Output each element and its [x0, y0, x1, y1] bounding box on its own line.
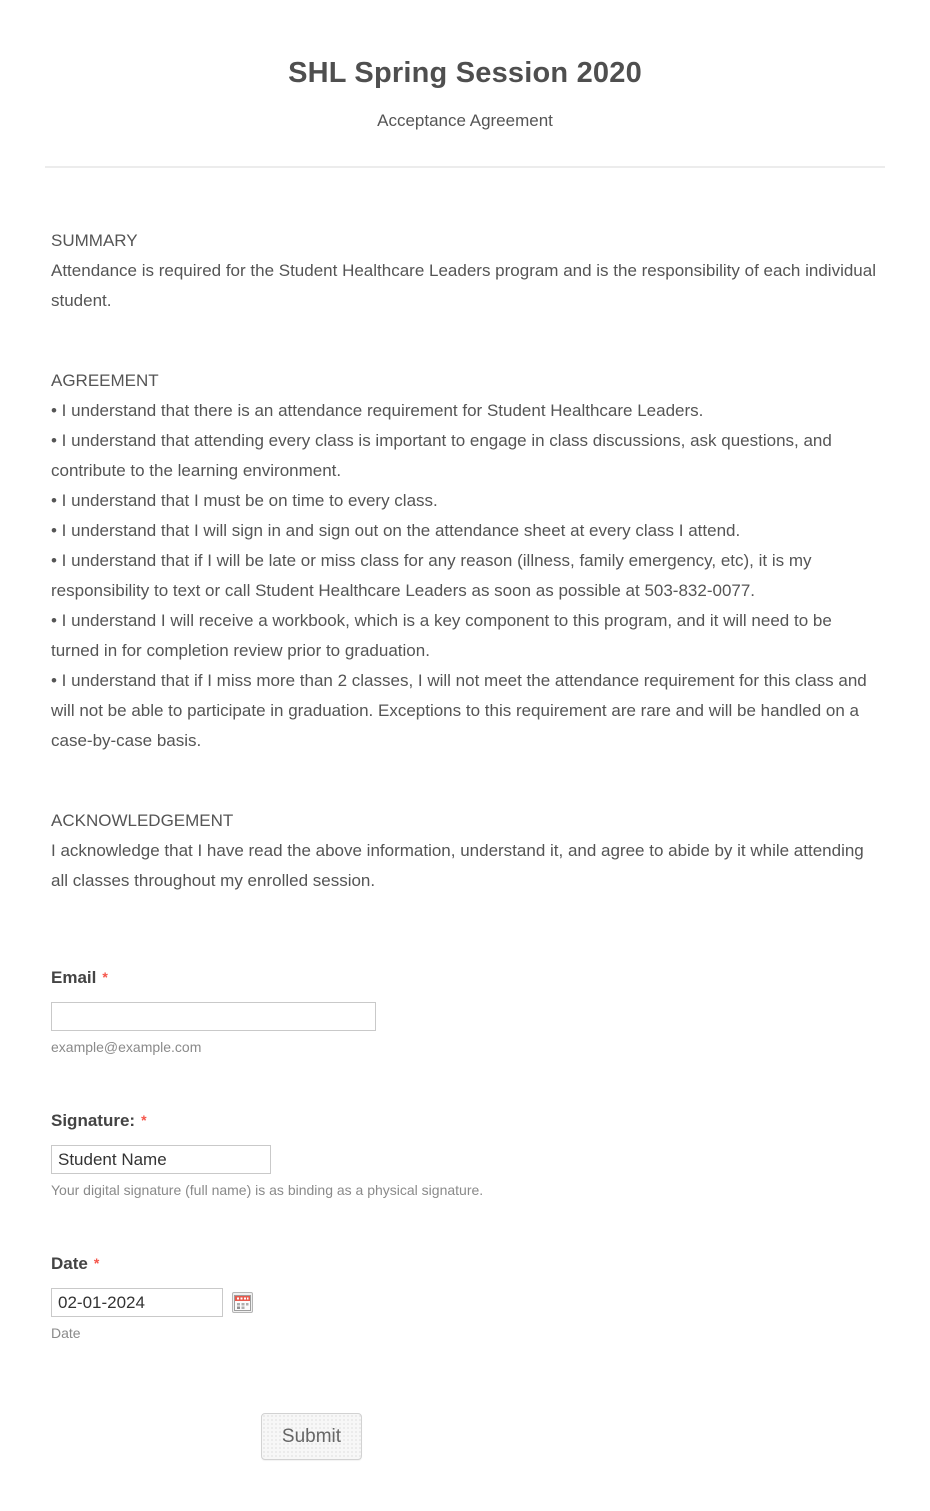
signature-input[interactable]	[51, 1145, 271, 1174]
date-field-group	[51, 1254, 879, 1341]
signature-label	[51, 1111, 879, 1131]
agreement-bullet: • I understand I will receive a workbook, which is a key component to this program, and it will need to be turned in for completion review prior to graduation.	[51, 611, 832, 660]
submit-button[interactable]: Submit	[261, 1413, 362, 1460]
summary-body: Attendance is required for the Student Healthcare Leaders program and is the responsibility of each individual student.	[51, 261, 876, 310]
date-label	[51, 1254, 879, 1274]
acknowledgement-body: I acknowledge that I have read the above information, understand it, and agree to abide by it while attending all classes throughout my enrolled session.	[51, 841, 864, 890]
signature-helper-text: Your digital signature (full name) is as binding as a physical signature.	[51, 1182, 484, 1198]
agreement-bullet: • I understand that there is an attendance requirement for Student Healthcare Leaders.	[51, 401, 704, 420]
form-header	[0, 0, 930, 168]
email-required-asterisk: *	[102, 969, 108, 985]
summary-heading: SUMMARY	[51, 231, 138, 250]
page-subtitle: Acceptance Agreement	[377, 111, 553, 130]
date-label-text: Date	[51, 1254, 88, 1273]
agreement-bullet: • I understand that if I will be late or miss class for any reason (illness, family emergency, etc), it is my responsibility to text or call Student Healthcare Leaders as soon as possible at 503-832-0077.	[51, 551, 812, 600]
calendar-icon	[234, 1294, 251, 1311]
acknowledgement-section	[51, 806, 879, 896]
signature-field-group	[51, 1111, 879, 1198]
date-input[interactable]	[51, 1288, 223, 1317]
date-input-row	[51, 1288, 879, 1317]
calendar-picker-button[interactable]	[232, 1292, 253, 1313]
submit-row	[51, 1413, 879, 1511]
email-field-group	[51, 968, 879, 1055]
email-label-text: Email	[51, 968, 97, 987]
form-content	[0, 226, 930, 1511]
date-helper-text: Date	[51, 1325, 81, 1341]
signature-required-asterisk: *	[141, 1112, 147, 1128]
signature-label-text: Signature:	[51, 1111, 136, 1130]
page-title: SHL Spring Session 2020	[288, 57, 642, 89]
agreement-bullet: • I understand that I must be on time to every class.	[51, 491, 438, 510]
date-required-asterisk: *	[93, 1255, 100, 1271]
summary-section	[51, 226, 879, 316]
agreement-bullet: • I understand that attending every class is important to engage in class discussions, ask questions, and contribute to the learning environment.	[51, 431, 832, 480]
agreement-section	[51, 366, 879, 756]
email-helper-text: example@example.com	[51, 1039, 202, 1055]
email-label	[51, 968, 879, 988]
email-input[interactable]	[51, 1002, 376, 1031]
header-divider	[45, 166, 885, 168]
agreement-heading: AGREEMENT	[51, 371, 159, 390]
agreement-bullet: • I understand that I will sign in and sign out on the attendance sheet at every class I attend.	[51, 521, 741, 540]
agreement-bullet: • I understand that if I miss more than 2 classes, I will not meet the attendance requirement for this class and will not be able to participate in graduation. Exceptions to this requirement are rare and will be handled on a case-by-case basis.	[51, 671, 867, 750]
acknowledgement-heading: ACKNOWLEDGEMENT	[51, 811, 234, 830]
